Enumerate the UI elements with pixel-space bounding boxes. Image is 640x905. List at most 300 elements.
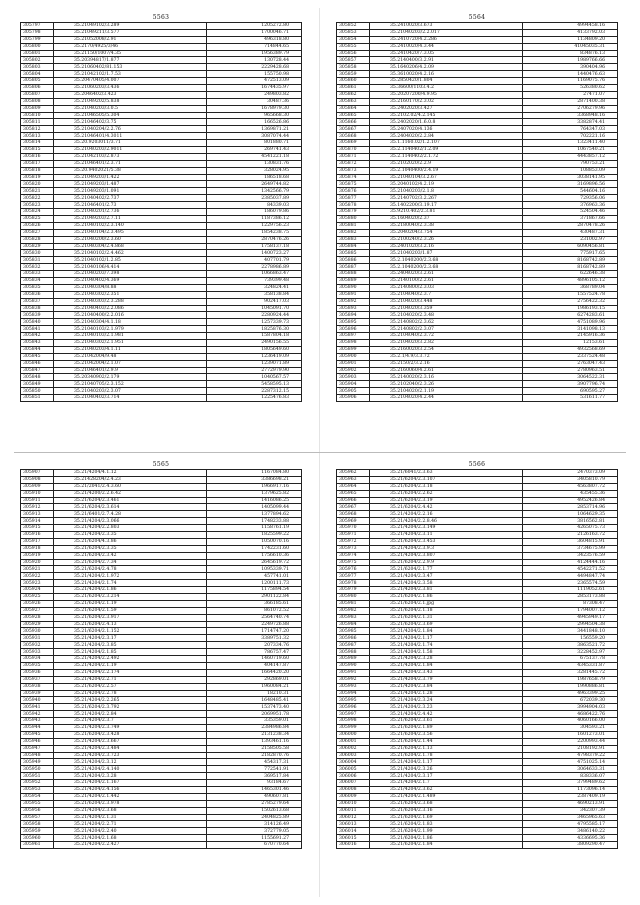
reference-cell: 35.2102040/2.3.26	[370, 381, 523, 388]
reference-cell: 35.21/4204/2.3.7	[54, 718, 207, 725]
amount-cell: 1440476.63	[523, 71, 618, 78]
amount-cell: 2387409.19	[523, 793, 618, 800]
reference-cell: 35.21042004/2.1.07	[54, 360, 207, 367]
reference-cell: 35.21040204/2.2.76	[54, 126, 207, 133]
row-id-cell: 305910	[21, 490, 54, 497]
row-id-cell: 305915	[21, 525, 54, 532]
row-id-cell: 305991	[337, 669, 370, 676]
reference-cell: 35.21040201/2.736	[54, 209, 207, 216]
reference-cell: 35.21040104/2.3.495	[54, 229, 207, 236]
row-id-cell: 305797	[21, 23, 54, 30]
amount-cell: 1369871.21	[207, 126, 302, 133]
reference-cell: 35.21040302/2.351	[54, 291, 207, 298]
row-id-cell: 305839	[21, 312, 54, 319]
reference-cell: 35.21040203/2.1.8	[370, 188, 523, 195]
row-id-cell: 305838	[21, 305, 54, 312]
reference-cell: 35.21052008/2.91	[54, 36, 207, 43]
table-row	[21, 153, 302, 160]
row-id-cell: 305863	[337, 98, 370, 105]
table-row	[337, 559, 618, 566]
amount-cell: 1601273.01	[523, 731, 618, 738]
reference-cell: 35.21/6204/2.1.jpg	[370, 600, 523, 607]
table-row	[21, 85, 302, 92]
amount-cell: 3441848.10	[523, 628, 618, 635]
amount-cell: 4541221.18	[207, 153, 302, 160]
row-id-cell: 305953	[21, 786, 54, 793]
amount-cell: 764347.03	[523, 126, 618, 133]
row-id-cell: 305978	[337, 580, 370, 587]
reference-cell: 35.21/6204/2.1.89	[370, 724, 523, 731]
table-row	[21, 353, 302, 360]
row-id-cell: 305919	[21, 552, 54, 559]
row-id-cell: 305828	[21, 236, 54, 243]
table-row	[21, 298, 302, 305]
row-id-cell: 305874	[337, 174, 370, 181]
reference-cell: 35.21/6204/2.3.68	[370, 800, 523, 807]
table-row	[337, 759, 618, 766]
table-row	[21, 552, 302, 559]
table-row	[337, 573, 618, 580]
table-row	[337, 587, 618, 594]
reference-cell: 35.21/6204/2.3.19	[370, 497, 523, 504]
table-row	[337, 326, 618, 333]
table-row	[21, 600, 302, 607]
table-row	[21, 759, 302, 766]
reference-cell: 35.2.1040200/2.3.68	[370, 257, 523, 264]
row-id-cell: 305898	[337, 339, 370, 346]
reference-cell: 35.21040304/2.4.868	[54, 243, 207, 250]
table-row	[337, 470, 618, 477]
amount-cell: 1987658.79	[523, 676, 618, 683]
table-row	[21, 29, 302, 36]
amount-cell: 12153.61	[523, 339, 618, 346]
amount-cell: 3405810.79	[523, 476, 618, 483]
row-id-cell: 305944	[21, 724, 54, 731]
table-row	[21, 621, 302, 628]
reference-cell: 35.21046505/5.304	[54, 112, 207, 119]
row-id-cell: 305922	[21, 573, 54, 580]
amount-cell: 4751025.14	[523, 759, 618, 766]
amount-cell: 1067540.21	[523, 147, 618, 154]
reference-cell: 35.2402020/1.6.0.8	[370, 119, 523, 126]
reference-cell: 35.2160170/2.3.02	[370, 98, 523, 105]
amount-cell: 729356.06	[523, 195, 618, 202]
table-row	[21, 518, 302, 525]
row-id-cell: 305903	[337, 374, 370, 381]
row-id-cell: 305869	[337, 140, 370, 147]
table-row	[21, 147, 302, 154]
table-row	[21, 635, 302, 642]
table-row	[337, 538, 618, 545]
table-row	[337, 319, 618, 326]
row-id-cell: 306002	[337, 745, 370, 752]
table-row	[21, 683, 302, 690]
amount-cell: 1756610.36	[207, 552, 302, 559]
amount-cell: 1758137.18	[207, 243, 302, 250]
table-row	[337, 284, 618, 291]
table-row	[337, 23, 618, 30]
reference-cell: 35.21/4204/2.1.28	[370, 690, 523, 697]
reference-cell: 35.21049203/2.7.11	[54, 215, 207, 222]
reference-cell: 35.21040203/1.87	[370, 250, 523, 257]
reference-cell: 35.21/4204/2.3.17	[370, 773, 523, 780]
table-row	[337, 333, 618, 340]
table-row	[337, 614, 618, 621]
table-row	[21, 222, 302, 229]
table-row	[337, 188, 618, 195]
reference-cell: 35.2850420/1.804	[370, 78, 523, 85]
amount-cell: 407701.79	[207, 257, 302, 264]
row-id-cell: 305932	[21, 642, 54, 649]
row-id-cell: 305902	[337, 367, 370, 374]
amount-cell: 3423576.59	[523, 552, 618, 559]
amount-cell: 4686422.76	[523, 711, 618, 718]
table-row	[21, 133, 302, 140]
row-id-cell: 305901	[337, 360, 370, 367]
row-id-cell: 305924	[21, 587, 54, 594]
row-id-cell: 305841	[21, 326, 54, 333]
reference-cell: 35.21046401/2.73	[54, 202, 207, 209]
reference-cell: 35.21/4204/2.2.40	[54, 828, 207, 835]
amount-cell: 1400723.27	[207, 250, 302, 257]
table-row	[21, 821, 302, 828]
amount-cell: 690595.27	[523, 388, 618, 395]
row-id-cell: 305951	[21, 773, 54, 780]
amount-cell: 2182870.76	[207, 752, 302, 759]
reference-cell: 35.21/4204/2.3.81	[370, 587, 523, 594]
row-id-cell: 305860	[337, 78, 370, 85]
amount-cell: 8168742.89	[523, 264, 618, 271]
amount-cell: 2385037.89	[207, 195, 302, 202]
amount-cell: 335359.01	[207, 718, 302, 725]
table-row	[21, 277, 302, 284]
amount-cell: 1158761.19	[207, 525, 302, 532]
row-id-cell: 305959	[21, 828, 54, 835]
amount-cell: 41045035.31	[523, 43, 618, 50]
row-id-cell: 305997	[337, 711, 370, 718]
table-row	[21, 243, 302, 250]
row-id-cell: 305964	[337, 483, 370, 490]
row-id-cell: 305976	[337, 566, 370, 573]
reference-cell: 35.21/6204/2.1.69	[370, 814, 523, 821]
table-row	[337, 690, 618, 697]
table-row	[21, 291, 302, 298]
amount-cell: 2870478.26	[523, 222, 618, 229]
reference-cell: 35.21/4204/2.3.667	[54, 738, 207, 745]
table-row	[21, 91, 302, 98]
table-row	[337, 381, 618, 388]
amount-cell: 2145916.36	[523, 333, 618, 340]
reference-cell: 35.2104040/2.3.72	[370, 333, 523, 340]
reference-cell: 35.21046401/2.9.9	[54, 367, 207, 374]
reference-cell: 35.2404020/2.2.84	[370, 133, 523, 140]
reference-cell: 35.21/2041/2.4.3.60	[54, 483, 207, 490]
amount-cell: 4896105.12	[523, 277, 618, 284]
reference-cell: 35.21/4204/2.1.58	[370, 649, 523, 656]
amount-cell: 27471.07	[523, 91, 618, 98]
reference-cell: 35.21/4204/2.1.86	[54, 587, 207, 594]
row-id-cell: 305803	[21, 64, 54, 71]
row-id-cell: 305895	[337, 319, 370, 326]
amount-cell: 269741.43	[207, 147, 302, 154]
table-row	[21, 160, 302, 167]
reference-cell: 35.21040203/7.398	[54, 271, 207, 278]
reference-cell: 35.2104020/3.2.82	[370, 339, 523, 346]
amount-cell: 130728.44	[207, 57, 302, 64]
row-id-cell: 305805	[21, 78, 54, 85]
row-id-cell: 305858	[337, 64, 370, 71]
amount-cell: 3038141.95	[523, 174, 618, 181]
row-id-cell: 305849	[21, 381, 54, 388]
table-row	[337, 786, 618, 793]
reference-cell: 35.2410720/4.2.286	[370, 36, 523, 43]
table-row	[21, 628, 302, 635]
reference-cell: 35.2140702/3.2.267	[370, 195, 523, 202]
reference-cell: 35.20340902/2.179	[54, 374, 207, 381]
table-row	[337, 697, 618, 704]
table-row	[337, 153, 618, 160]
row-id-cell: 305808	[21, 98, 54, 105]
table-row	[337, 174, 618, 181]
table-row	[21, 497, 302, 504]
row-id-cell: 305907	[21, 470, 54, 477]
amount-cell: 2756422.32	[523, 298, 618, 305]
table-row	[21, 57, 302, 64]
table-row	[21, 476, 302, 483]
table-row	[21, 490, 302, 497]
reference-cell: 35.21/4204/2.1.84	[370, 628, 523, 635]
row-id-cell: 305810	[21, 112, 54, 119]
reference-cell: 35.21/6204/2.2.57	[54, 683, 207, 690]
row-id-cell: 305900	[337, 353, 370, 360]
row-id-cell: 305933	[21, 649, 54, 656]
reference-cell: 35.21/4204/2.1.84	[370, 662, 523, 669]
table-row	[337, 57, 618, 64]
row-id-cell: 305877	[337, 195, 370, 202]
reference-cell: 35.21/6204/2.4.42	[370, 504, 523, 511]
amount-cell: 2108192.91	[523, 745, 618, 752]
amount-cell: 4963399.25	[523, 690, 618, 697]
row-id-cell: 305928	[21, 614, 54, 621]
reference-cell: 35.2.1140402/2.1.72	[370, 153, 523, 160]
row-id-cell: 305880	[337, 215, 370, 222]
table-row	[21, 188, 302, 195]
amount-cell: 2365574.59	[523, 580, 618, 587]
reference-cell: 35.21/4204/2.4.156	[54, 786, 207, 793]
row-id-cell: 305986	[337, 635, 370, 642]
table-row	[21, 504, 302, 511]
reference-cell: 35.21/4204/2.3.84	[370, 683, 523, 690]
row-id-cell: 305878	[337, 202, 370, 209]
row-id-cell: 305904	[337, 381, 370, 388]
row-id-cell: 305832	[21, 264, 54, 271]
amount-cell: 1956389.79	[207, 50, 302, 57]
table-row	[337, 147, 618, 154]
reference-cell: 35.2170/4925/3/46	[54, 43, 207, 50]
amount-cell: 2280924.44	[207, 312, 302, 319]
amount-cell: 186518.68	[207, 174, 302, 181]
reference-cell: 35.20.9203011/3.71	[54, 140, 207, 147]
table-row	[21, 690, 302, 697]
amount-cell: 1714747.20	[207, 628, 302, 635]
table-row	[21, 752, 302, 759]
table-row	[21, 374, 302, 381]
reference-cell: 35.21/4204/2.3.12	[54, 759, 207, 766]
amount-cell: 1960084.21	[207, 683, 302, 690]
reference-cell: 35.2040102/4.2.19	[370, 181, 523, 188]
reference-cell: 35.21049203/1.091	[54, 188, 207, 195]
amount-cell: 2785279.64	[207, 800, 302, 807]
row-id-cell: 305966	[337, 497, 370, 504]
amount-cell: 1648485.41	[207, 697, 302, 704]
table-row	[337, 773, 618, 780]
row-id-cell: 305952	[21, 780, 54, 787]
amount-cell: 1664420.20	[207, 669, 302, 676]
row-id-cell: 305799	[21, 36, 54, 43]
amount-cell: 130831.76	[207, 160, 302, 167]
table-row	[337, 793, 618, 800]
reference-cell: 35.21/4204/2.2.16	[370, 511, 523, 518]
amount-cell: 739399.48	[207, 277, 302, 284]
table-row	[21, 656, 302, 663]
row-id-cell: 305999	[337, 724, 370, 731]
reference-cell: 35.21/6204/2.3.35	[54, 545, 207, 552]
row-id-cell: 305921	[21, 566, 54, 573]
reference-cell: 35.21/4204/4.1.12	[54, 470, 207, 477]
table-row	[337, 780, 618, 787]
table-row	[337, 360, 618, 367]
row-id-cell: 305892	[337, 298, 370, 305]
table-panel-3	[20, 460, 302, 849]
table-row	[21, 718, 302, 725]
amount-cell: 1167084.80	[207, 470, 302, 477]
row-id-cell: 305826	[21, 222, 54, 229]
table-row	[21, 842, 302, 849]
amount-cell: 775917.65	[523, 250, 618, 257]
row-id-cell: 305824	[21, 209, 54, 216]
row-id-cell: 305948	[21, 752, 54, 759]
row-id-cell: 306010	[337, 800, 370, 807]
table-row	[337, 291, 618, 298]
amount-cell: 4133792.03	[523, 29, 618, 36]
row-id-cell: 305876	[337, 188, 370, 195]
amount-cell: 2287312.15	[207, 388, 302, 395]
table-row	[21, 538, 302, 545]
table-row	[337, 195, 618, 202]
table-row	[337, 766, 618, 773]
table-row	[337, 745, 618, 752]
reference-cell: 35.2104020/4.2.44	[370, 395, 523, 402]
reference-cell: 35.21046401/2.3.71	[54, 160, 207, 167]
row-id-cell: 305870	[337, 147, 370, 154]
reference-cell: 35.21040200/2.3.60	[54, 236, 207, 243]
row-id-cell: 305865	[337, 112, 370, 119]
table-row	[337, 29, 618, 36]
row-id-cell: 305886	[337, 257, 370, 264]
amount-cell: 1674435.97	[207, 85, 302, 92]
table-row	[21, 573, 302, 580]
table-row	[21, 395, 302, 402]
amount-cell: 231002.97	[523, 236, 618, 243]
reference-cell: 35.21/6204/2.1.44	[370, 738, 523, 745]
table-row	[337, 724, 618, 731]
table-row	[337, 628, 618, 635]
row-id-cell: 305890	[337, 284, 370, 291]
amount-cell: 4795585.17	[523, 821, 618, 828]
table-row	[337, 752, 618, 759]
reference-cell: 35.21/4204/2.2.492	[54, 656, 207, 663]
reference-cell: 35.2140802/2.3.07	[370, 326, 523, 333]
table-row	[21, 174, 302, 181]
table-row	[21, 43, 302, 50]
reference-cell: 35.21/4204/2.2.265	[54, 697, 207, 704]
reference-cell: 35.21/6204/2.1.99	[370, 828, 523, 835]
reference-cell: 35.21/6204/2.1.19	[54, 600, 207, 607]
reference-cell: 35.2140100/2.2.61	[370, 277, 523, 284]
amount-cell: 249803.82	[207, 91, 302, 98]
row-id-cell: 306009	[337, 793, 370, 800]
amount-cell: 1187386.12	[207, 215, 302, 222]
row-id-cell: 305840	[21, 319, 54, 326]
amount-cell: 4952426.84	[523, 497, 618, 504]
row-id-cell: 305825	[21, 215, 54, 222]
reference-cell: 35.2.1040400/2.4.19	[370, 167, 523, 174]
row-id-cell: 305879	[337, 209, 370, 216]
amount-cell: 531611.77	[523, 395, 618, 402]
reference-cell: 35.21/4204/2.1.7	[370, 780, 523, 787]
reference-cell: 35.21/4204/2.3.35	[54, 532, 207, 539]
row-id-cell: 306006	[337, 773, 370, 780]
amount-cell: 965668.30	[207, 112, 302, 119]
row-id-cell: 305993	[337, 683, 370, 690]
row-id-cell: 305968	[337, 511, 370, 518]
amount-cell: 390404.96	[523, 64, 618, 71]
amount-cell: 430487.31	[523, 229, 618, 236]
row-id-cell: 305906	[337, 395, 370, 402]
reference-cell: 35.21/4204/2.1.972	[54, 573, 207, 580]
amount-cell: 328024.95	[207, 167, 302, 174]
table-row	[21, 319, 302, 326]
row-id-cell: 305949	[21, 759, 54, 766]
table-row	[21, 98, 302, 105]
amount-cell: 457741.01	[207, 573, 302, 580]
reference-cell: 35.1.1160.02/1.2.107	[370, 140, 523, 147]
table-row	[337, 842, 618, 849]
reference-cell: 35.2410020/3.673	[370, 23, 523, 30]
table-row	[337, 600, 618, 607]
amount-cell: 342307.39	[523, 807, 618, 814]
table-row	[337, 828, 618, 835]
table-row	[337, 635, 618, 642]
row-id-cell: 305884	[337, 243, 370, 250]
reference-cell: 35.21/4204/2.2.174	[54, 669, 207, 676]
amount-cell: 1045091.70	[207, 305, 302, 312]
amount-cell: 304593.21	[523, 724, 618, 731]
reference-cell: 35.21046401/4.3011	[54, 133, 207, 140]
reference-cell: 35.36600/1103.4.2	[370, 85, 523, 92]
reference-cell: 35.21040106/4.414	[54, 264, 207, 271]
reference-cell: 35.2140800/2.3.03	[370, 284, 523, 291]
row-id-cell: 305974	[337, 552, 370, 559]
table-row	[337, 140, 618, 147]
row-id-cell: 305994	[337, 690, 370, 697]
amount-cell: 3734675.99	[523, 545, 618, 552]
reference-cell: 35.21/4204/2.1.17	[370, 635, 523, 642]
table-row	[21, 814, 302, 821]
amount-cell: 1393461.16	[207, 738, 302, 745]
amount-cell: 4336695.36	[523, 835, 618, 842]
amount-cell: 2780963.51	[523, 367, 618, 374]
